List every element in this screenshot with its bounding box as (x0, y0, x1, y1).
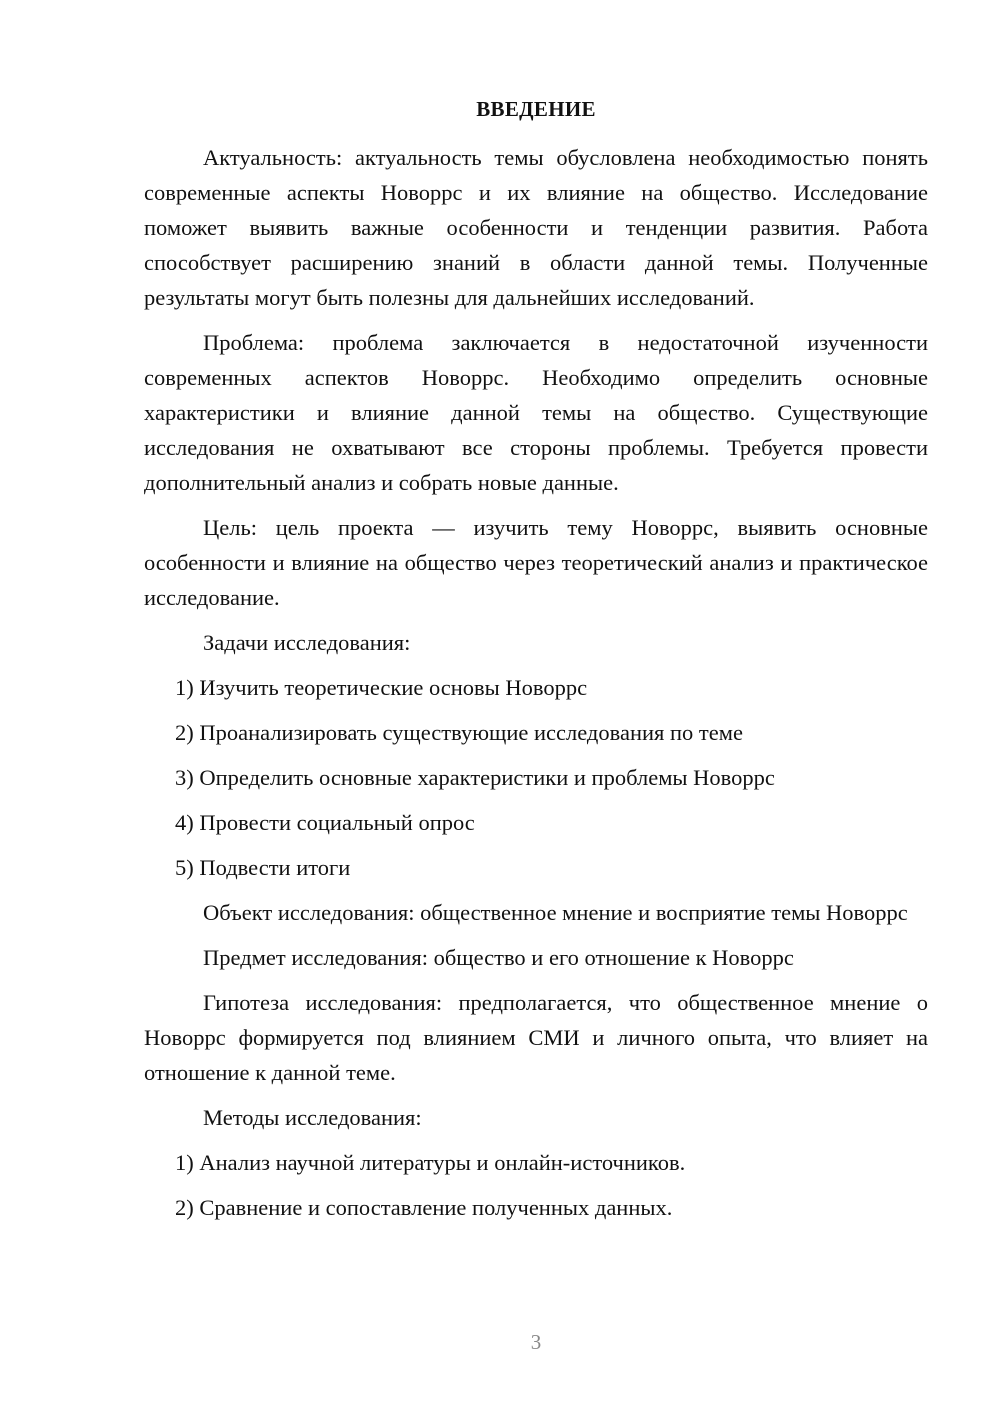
tasks-heading: Задачи исследования: (203, 630, 411, 655)
list-item-task-1: 1) Изучить теоретические основы Новоррс (175, 675, 588, 700)
tasks-list (144, 670, 928, 885)
list-item-method-2: 2) Сравнение и сопоставление полученных данных. (175, 1195, 673, 1220)
list-item-task-5: 5) Подвести итоги (175, 855, 351, 880)
paragraph-subject: Предмет исследования: общество и его отношение к Новоррс (203, 945, 794, 970)
paragraph-problem: Проблема: проблема заключается в недостаточной изученности современных аспектов Новоррс. Необходимо определить основные характеристики и влияние данной темы на общество. Существующие исследования не охватывают все стороны проблемы. Требуется провести дополнительный анализ и собрать новые данные. (144, 330, 928, 495)
list-item-task-4: 4) Провести социальный опрос (175, 810, 475, 835)
methods-heading: Методы исследования: (203, 1105, 422, 1130)
methods-list (144, 1145, 928, 1225)
list-item-task-3: 3) Определить основные характеристики и проблемы Новоррс (175, 765, 775, 790)
page-number: 3 (530, 1330, 542, 1354)
list-item-method-1: 1) Анализ научной литературы и онлайн-источников. (175, 1150, 686, 1175)
document-body (144, 140, 928, 1235)
paragraph-goal: Цель: цель проекта — изучить тему Новоррс, выявить основные особенности и влияние на общество через теоретический анализ и практическое исследование. (144, 515, 928, 610)
list-item-task-2: 2) Проанализировать существующие исследования по теме (175, 720, 743, 745)
page-title: ВВЕДЕНИЕ (476, 97, 596, 121)
paragraph-relevance: Актуальность: актуальность темы обусловлена необходимостью понять современные аспекты Новоррс и их влияние на общество. Исследование поможет выявить важные особенности и тенденции развития. Работа способствует расширению знаний в области данной темы. Полученные результаты могут быть полезны для дальнейших исследований. (144, 145, 928, 310)
paragraph-object: Объект исследования: общественное мнение и восприятие темы Новоррс (203, 900, 908, 925)
paragraph-hypothesis: Гипотеза исследования: предполагается, что общественное мнение о Новоррс формируется под влиянием СМИ и личного опыта, что влияет на отношение к данной теме. (144, 990, 928, 1085)
